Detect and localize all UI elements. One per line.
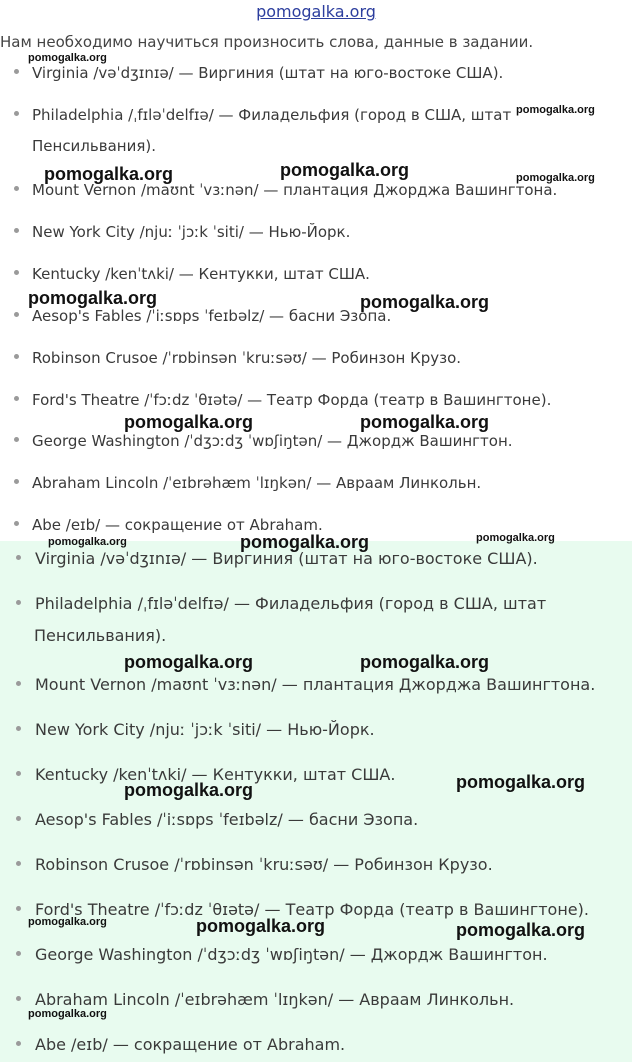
list-item (16, 855, 493, 874)
word-entry: Kentucky /kenˈtʌki/ — Кентукки, штат США. (35, 765, 396, 784)
bullet-icon (16, 555, 21, 560)
watermark: pomogalka.org (360, 292, 490, 312)
list-item (14, 223, 350, 241)
list-item (14, 64, 503, 82)
word-entry: Robinson Crusoe /ˈrɒbinsən ˈkruːsəʊ/ — Робинзон Крузо. (35, 855, 493, 874)
list-item (14, 307, 391, 325)
bullet-icon (14, 312, 19, 317)
word-entry: New York City /njuː ˈjɔːk ˈsiti/ — Нью-Йорк. (35, 720, 375, 739)
site-header-link[interactable]: pomogalka.org (256, 2, 376, 21)
watermark: pomogalka.org (456, 920, 586, 940)
watermark: pomogalka.org (28, 288, 158, 308)
watermark: pomogalka.org (28, 1008, 107, 1020)
word-entry: Abraham Lincoln /ˈeɪbrəhæm ˈlɪŋkən/ — Авраам Линкольн. (32, 474, 482, 492)
bullet-icon (14, 521, 19, 526)
list-item (14, 349, 461, 367)
word-entry: Abe /eɪb/ — сокращение от Abraham. (32, 516, 323, 534)
word-entry-continuation: Пенсильвания). (32, 137, 156, 155)
list-item (16, 675, 595, 694)
watermark: pomogalka.org (456, 772, 586, 792)
word-entry: Aesop's Fables /ˈiːsɒps ˈfeɪbəlz/ — басни Эзопа. (32, 307, 392, 325)
watermark: pomogalka.org (516, 104, 595, 116)
bullet-icon (16, 600, 21, 605)
watermark: pomogalka.org (48, 536, 127, 548)
watermark: pomogalka.org (124, 780, 254, 800)
bullet-icon (16, 996, 21, 1001)
highlighted-section (0, 541, 632, 1062)
list-item (16, 594, 546, 645)
list-item (16, 720, 375, 739)
watermark: pomogalka.org (124, 652, 254, 672)
word-entry: Robinson Crusoe /ˈrɒbinsən ˈkruːsəʊ/ — Робинзон Крузо. (32, 349, 462, 367)
list-item (14, 474, 481, 492)
list-item (14, 391, 551, 409)
word-entry-continuation: Пенсильвания). (34, 626, 167, 645)
watermark: pomogalka.org (196, 916, 326, 936)
bullet-icon (14, 69, 19, 74)
word-entry: George Washington /ˈdʒɔːdʒ ˈwɒʃiŋtən/ — Джордж Вашингтон. (35, 945, 548, 964)
word-entry: Virginia /vəˈdʒɪnɪə/ — Виргиния (штат на юго-востоке США). (35, 549, 538, 568)
list-item (16, 810, 418, 829)
bullet-icon (14, 437, 19, 442)
word-entry: Kentucky /kenˈtʌki/ — Кентукки, штат США. (32, 265, 370, 283)
bullet-icon (16, 726, 21, 731)
word-entry: Ford's Theatre /ˈfɔːdz ˈθɪətə/ — Театр Форда (театр в Вашингтоне). (35, 900, 589, 919)
word-entry: Abe /eɪb/ — сокращение от Abraham. (35, 1035, 346, 1054)
list-item (16, 945, 548, 964)
list-item (14, 106, 511, 155)
bullet-icon (14, 270, 19, 275)
bullet-icon (14, 396, 19, 401)
bullet-icon (14, 111, 19, 116)
list-item (14, 265, 370, 283)
word-entry: Virginia /vəˈdʒɪnɪə/ — Виргиния (штат на юго-востоке США). (32, 64, 504, 82)
word-entry: Aesop's Fables /ˈiːsɒps ˈfeɪbəlz/ — басни Эзопа. (35, 810, 419, 829)
word-entry: Philadelphia /ˌfɪləˈdelfɪə/ — Филадельфия (город в США, штат (32, 106, 512, 124)
intro-text: Нам необходимо научиться произносить слова, данные в задании. (0, 33, 534, 51)
word-entry: Abraham Lincoln /ˈeɪbrəhæm ˈlɪŋkən/ — Авраам Линкольн. (35, 990, 515, 1009)
bullet-icon (14, 228, 19, 233)
watermark: pomogalka.org (476, 532, 555, 544)
word-entry: New York City /njuː ˈjɔːk ˈsiti/ — Нью-Йорк. (32, 223, 351, 241)
bullet-icon (14, 479, 19, 484)
watermark: pomogalka.org (124, 412, 254, 432)
word-entry: Mount Vernon /maʊnt ˈvɜːnən/ — плантация Джорджа Вашингтона. (35, 675, 596, 694)
watermark: pomogalka.org (240, 532, 370, 552)
list-item (16, 1035, 345, 1054)
bullet-icon (16, 861, 21, 866)
watermark: pomogalka.org (516, 172, 595, 184)
watermark: pomogalka.org (280, 160, 410, 180)
bullet-icon (16, 681, 21, 686)
word-entry: Ford's Theatre /ˈfɔːdz ˈθɪətə/ — Театр Форда (театр в Вашингтоне). (32, 391, 552, 409)
watermark: pomogalka.org (28, 52, 107, 64)
watermark: pomogalka.org (360, 652, 490, 672)
word-entry: Mount Vernon /maʊnt ˈvɜːnən/ — плантация Джорджа Вашингтона. (32, 181, 558, 199)
bullet-icon (16, 951, 21, 956)
bullet-icon (16, 906, 21, 911)
bullet-icon (16, 771, 21, 776)
bullet-icon (16, 816, 21, 821)
watermark: pomogalka.org (360, 412, 490, 432)
list-item (14, 432, 513, 450)
watermark: pomogalka.org (28, 916, 107, 928)
watermark: pomogalka.org (44, 164, 174, 184)
bullet-icon (16, 1041, 21, 1046)
word-entry: Philadelphia /ˌfɪləˈdelfɪə/ — Филадельфия (город в США, штат (35, 594, 547, 613)
list-item (16, 990, 514, 1009)
bullet-icon (14, 354, 19, 359)
word-entry: George Washington /ˈdʒɔːdʒ ˈwɒʃiŋtən/ — Джордж Вашингтон. (32, 432, 513, 450)
bullet-icon (14, 186, 19, 191)
